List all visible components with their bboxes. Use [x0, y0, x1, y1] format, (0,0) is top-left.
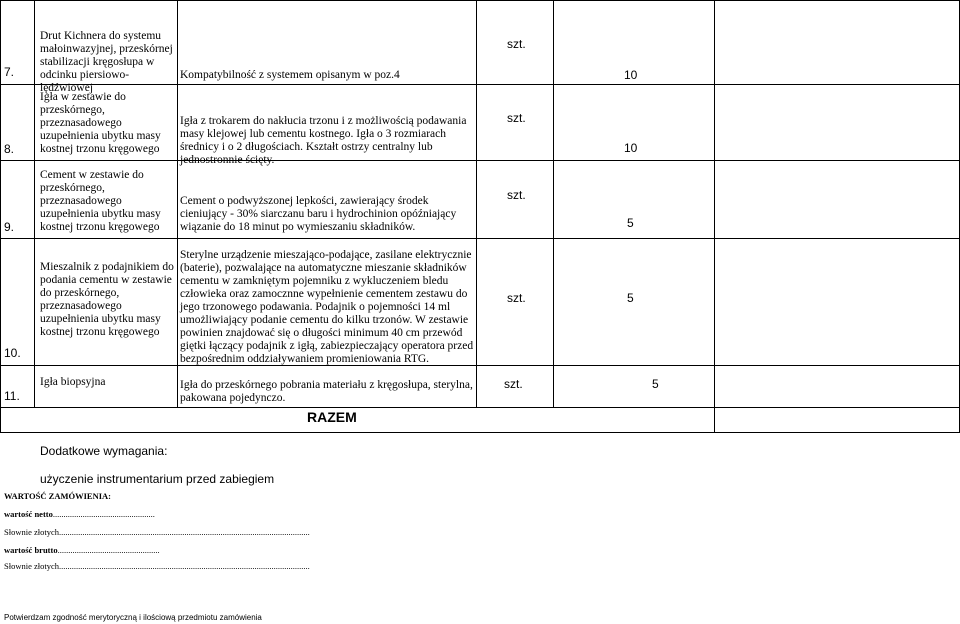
qty-column-border — [714, 0, 715, 432]
row-9-description: Cement o podwyższonej lepkości, zawierający środek cieniujący - 30% siarczanu baru i hydrochinion opóźniający wiązanie do 18 minut po wymieszaniu składników. — [180, 195, 457, 233]
net-value-label: wartość netto — [4, 509, 53, 519]
row-7-name: Drut Kichnera do systemu małoinwazyjnej, przeskórnej stabilizacji kręgosłupa w odcinku piersiowo-lędźwiowej — [40, 30, 173, 94]
row-9-lp: 9. — [4, 220, 15, 234]
gross-value-dots: ................................................ — [57, 545, 160, 555]
row-10-description: Sterylne urządzenie mieszająco-podające, zasilane elektrycznie (baterie), pozwalające na automatyczne mieszanie składników cementu w zamkniętym pojemniku z wykluczeniem bledu człowieka oraz zamocznne wypełnienie cementem zestawu do jego trzonowego podawania. Podajnik o pojemności 14 ml umożliwiający podanie cementu do kilku trzonów. W zestawie powinien znajdować się o długości minimum 40 cm przewód giętki łączący podajnik z igłą, zabiezpieczający operatora przed bezpośrednim oddziaływaniem promieniowania RTG. — [180, 249, 474, 365]
row-11-qty: 5 — [652, 377, 659, 391]
row-7-qty: 10 — [624, 68, 638, 82]
lp-column-border — [34, 0, 35, 407]
razem-bottom-border — [0, 432, 960, 433]
row-7-description: Kompatybilność z systemem opisanym w poz.4 — [180, 69, 400, 81]
gross-value-label: wartość brutto — [4, 545, 58, 555]
row-8-unit: szt. — [507, 111, 526, 125]
unit-column-border — [553, 0, 554, 407]
row-9-bottom-border — [0, 238, 960, 239]
net-value-words: Słownie złotych...................................................................................................................... — [4, 527, 310, 537]
row-11-description: Igła do przeskórnego pobrania materiału z kręgosłupa, sterylna, pakowana pojedynczo. — [180, 379, 473, 404]
left-border — [0, 0, 1, 432]
row-8-bottom-border — [0, 160, 960, 161]
row-8-qty: 10 — [624, 141, 638, 155]
row-8-name: Igła w zestawie do przeskórnego, przeznasadowego uzupełnienia ubytku masy kostnej trzonu kręgowego — [40, 91, 161, 155]
extra-requirements-heading: Dodatkowe wymagania: — [40, 444, 168, 458]
row-8-description: Igła z trokarem do nakłucia trzonu i z możliwością podawania masy klejowej lub cementu kostnego. Igła o 3 rozmiarach średnicy i o 2 długościach. Kształt ostrzy centralny lub jednostronnie ścięty. — [180, 115, 467, 166]
row-7-top-border — [0, 0, 960, 1]
footer-confirmation: Potwierdzam zgodność merytoryczną i ilościową przedmiotu zamówienia — [4, 613, 262, 622]
net-value-row — [4, 509, 155, 520]
row-9-qty: 5 — [627, 216, 634, 230]
summary-label: RAZEM — [307, 409, 357, 425]
description-column-border — [476, 0, 477, 407]
row-10-qty: 5 — [627, 291, 634, 305]
row-11-lp: 11. — [4, 389, 20, 403]
name-column-border — [177, 0, 178, 407]
row-10-unit: szt. — [507, 291, 526, 305]
order-value-title: WARTOŚĆ ZAMÓWIENIA: — [4, 491, 111, 501]
row-10-lp: 10. — [4, 346, 21, 360]
row-10-name: Mieszalnik z podajnikiem do podania cementu w zestawie do przeskórnego, przeznasadowego uzupełnienia ubytku masy kostnej trzonu kręgowego — [40, 261, 174, 338]
row-11-name: Igła biopsyjna — [40, 376, 106, 388]
net-value-dots: ................................................ — [52, 509, 155, 519]
row-8-lp: 8. — [4, 142, 15, 156]
row-9-unit: szt. — [507, 188, 526, 202]
row-7-lp: 7. — [4, 65, 15, 79]
row-11-bottom-border — [0, 407, 960, 408]
row-10-bottom-border — [0, 365, 960, 366]
extra-requirements-text: użyczenie instrumentarium przed zabiegiem — [40, 472, 275, 486]
gross-value-words: Słownie złotych...................................................................................................................... — [4, 561, 310, 571]
row-11-unit: szt. — [504, 377, 523, 391]
row-9-name: Cement w zestawie do przeskórnego, przeznasadowego uzupełnienia ubytku masy kostnej trzonu kręgowego — [40, 169, 161, 233]
row-7-unit: szt. — [507, 37, 526, 51]
gross-value-row — [4, 545, 160, 556]
